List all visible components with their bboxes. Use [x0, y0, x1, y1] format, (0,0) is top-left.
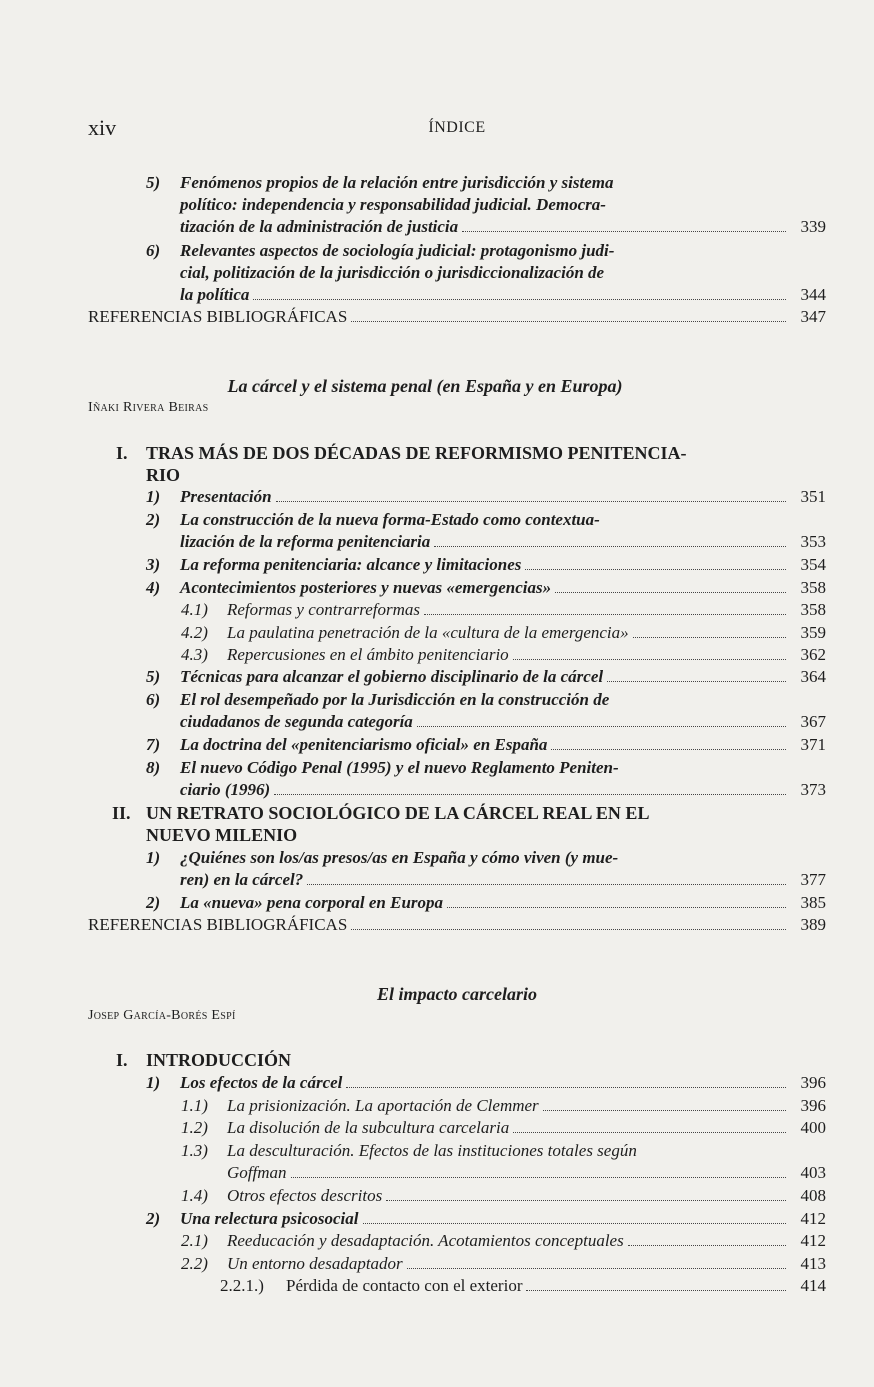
entry-number: 4)	[146, 578, 161, 597]
entry-number: 4.3)	[181, 645, 208, 664]
references-entry	[88, 306, 826, 328]
toc-entry	[146, 689, 826, 733]
leader-dots	[462, 217, 786, 232]
page-ref: 364	[800, 667, 826, 686]
entry-number: 8)	[146, 758, 161, 777]
entry-text: Acontecimientos posteriores y nuevas «emergencias»	[180, 578, 552, 597]
entry-text: ren) en la cárcel?	[180, 870, 304, 889]
entry-text: La disolución de la subcultura carcelaria	[227, 1118, 510, 1137]
toc-entry	[146, 892, 826, 914]
leader-dots	[351, 307, 786, 322]
toc-entry	[146, 666, 826, 688]
page-ref: 396	[800, 1073, 826, 1092]
page-ref: 367	[800, 712, 826, 731]
toc-subentry	[181, 644, 826, 666]
references-entry	[88, 914, 826, 936]
section-text: RIO	[146, 465, 181, 485]
leader-dots	[628, 1231, 786, 1246]
entry-number: 5)	[146, 173, 161, 192]
references-label: REFERENCIAS BIBLIOGRÁFICAS	[88, 307, 348, 326]
toc-subsubentry	[220, 1275, 826, 1297]
toc-subentry	[181, 599, 826, 621]
entry-text: político: independencia y responsabilidad judicial. Democra-	[180, 195, 606, 214]
leader-dots	[525, 555, 786, 570]
leader-dots	[633, 623, 786, 638]
entry-number: 1)	[146, 848, 161, 867]
entry-text: La reforma penitenciaria: alcance y limitaciones	[180, 555, 522, 574]
entry-number: 1)	[146, 487, 161, 506]
entry-text: Presentación	[180, 487, 272, 506]
entry-number: 1.1)	[181, 1096, 208, 1115]
page-number: xiv	[88, 115, 117, 140]
entry-text: Técnicas para alcanzar el gobierno disciplinario de la cárcel	[180, 667, 604, 686]
leader-dots	[551, 735, 786, 750]
entry-text: ciario (1996)	[180, 780, 271, 799]
page-ref: 373	[800, 780, 826, 799]
page-ref: 371	[800, 735, 826, 754]
chapter-author: Iñaki Rivera Beiras	[88, 400, 209, 415]
entry-number: 3)	[146, 555, 161, 574]
leader-dots	[526, 1276, 786, 1291]
entry-number: 1.3)	[181, 1141, 208, 1160]
entry-text: La doctrina del «penitenciarismo oficial» en España	[180, 735, 548, 754]
leader-dots	[417, 712, 786, 727]
entry-text: La prisionización. La aportación de Clemmer	[227, 1096, 539, 1115]
page-ref: 412	[800, 1231, 826, 1250]
toc-entry	[146, 509, 826, 553]
entry-text: la política	[180, 285, 250, 304]
running-head	[88, 115, 826, 139]
entry-number: 5)	[146, 667, 161, 686]
leader-dots	[351, 915, 786, 930]
page-ref: 354	[800, 555, 826, 574]
entry-text: lización de la reforma penitenciaria	[180, 532, 431, 551]
entry-text: Fenómenos propios de la relación entre jurisdicción y sistema	[180, 173, 614, 192]
page-ref: 362	[800, 645, 826, 664]
entry-number: 2)	[146, 510, 161, 529]
page-ref: 396	[800, 1096, 826, 1115]
leader-dots	[274, 780, 786, 795]
toc-entry	[146, 554, 826, 576]
section-number: II.	[112, 803, 131, 823]
leader-dots	[424, 600, 786, 615]
entry-text: Otros efectos descritos	[227, 1186, 383, 1205]
toc-entry	[146, 847, 826, 891]
references-label: REFERENCIAS BIBLIOGRÁFICAS	[88, 915, 348, 934]
page-ref: 385	[800, 893, 826, 912]
entry-number: 6)	[146, 241, 161, 260]
entry-text: cial, politización de la jurisdicción o jurisdiccionalización de	[180, 263, 605, 282]
entry-number: 4.1)	[181, 600, 208, 619]
page-ref: 358	[800, 578, 826, 597]
entry-number: 1.2)	[181, 1118, 208, 1137]
toc-subentry	[181, 1140, 826, 1184]
toc-entry	[146, 757, 826, 801]
toc-subentry	[181, 1185, 826, 1207]
section-text: UN RETRATO SOCIOLÓGICO DE LA CÁRCEL REAL EN EL	[146, 803, 650, 823]
page-ref: 377	[800, 870, 826, 889]
entry-text: La construcción de la nueva forma-Estado como contextua-	[180, 510, 600, 529]
toc-subentry	[181, 1230, 826, 1252]
entry-text: La paulatina penetración de la «cultura de la emergencia»	[227, 623, 629, 642]
section-text: INTRODUCCIÓN	[146, 1050, 292, 1070]
entry-text: Relevantes aspectos de sociología judicial: protagonismo judi-	[180, 241, 615, 260]
page-ref: 351	[800, 487, 826, 506]
toc-subentry	[181, 1253, 826, 1275]
toc-subentry	[181, 1095, 826, 1117]
page-ref: 414	[800, 1276, 826, 1295]
chapter-title: El impacto carcelario	[377, 984, 537, 1004]
leader-dots	[346, 1073, 786, 1088]
entry-text: tización de la administración de justicia	[180, 217, 459, 236]
entry-number: 2)	[146, 1209, 161, 1228]
section-number: I.	[116, 443, 128, 463]
page-ref: 403	[800, 1163, 826, 1182]
entry-number: 4.2)	[181, 623, 208, 642]
toc-entry	[146, 1072, 826, 1094]
page-ref: 408	[800, 1186, 826, 1205]
leader-dots	[555, 578, 786, 593]
entry-text: Pérdida de contacto con el exterior	[286, 1276, 523, 1295]
leader-dots	[307, 870, 786, 885]
entry-number: 6)	[146, 690, 161, 709]
entry-number: 1.4)	[181, 1186, 208, 1205]
entry-text: Una relectura psicosocial	[180, 1209, 359, 1228]
entry-text: Un entorno desadaptador	[227, 1254, 403, 1273]
entry-text: El nuevo Código Penal (1995) y el nuevo Reglamento Peniten-	[180, 758, 619, 777]
page-ref: 358	[800, 600, 826, 619]
leader-dots	[253, 285, 786, 300]
section-text: TRAS MÁS DE DOS DÉCADAS DE REFORMISMO PENITENCIA-	[146, 443, 687, 463]
section-heading	[116, 1049, 826, 1071]
section-text: NUEVO MILENIO	[146, 825, 298, 845]
entry-text: La «nueva» pena corporal en Europa	[180, 893, 444, 912]
toc-subentry	[181, 622, 826, 644]
leader-dots	[543, 1096, 786, 1111]
entry-number: 2)	[146, 893, 161, 912]
entry-text: Los efectos de la cárcel	[180, 1073, 343, 1092]
running-title: ÍNDICE	[428, 119, 486, 136]
entry-number: 2.2.1.)	[220, 1276, 264, 1295]
page-ref: 413	[800, 1254, 826, 1273]
toc-subentry	[181, 1117, 826, 1139]
page-ref: 339	[800, 217, 826, 236]
toc-entry	[146, 577, 826, 599]
leader-dots	[276, 487, 786, 502]
entry-text: Reeducación y desadaptación. Acotamientos conceptuales	[227, 1231, 624, 1250]
leader-dots	[513, 645, 786, 660]
page-ref: 353	[800, 532, 826, 551]
toc-entry	[146, 1208, 826, 1230]
entry-text: ¿Quiénes son los/as presos/as en España y cómo viven (y mue-	[180, 848, 619, 867]
leader-dots	[607, 667, 786, 682]
entry-text: Goffman	[227, 1163, 287, 1182]
page-ref: 344	[800, 285, 826, 304]
entry-text: El rol desempeñado por la Jurisdicción en la construcción de	[180, 690, 610, 709]
section-number: I.	[116, 1050, 128, 1070]
entry-number: 1)	[146, 1073, 161, 1092]
leader-dots	[291, 1163, 787, 1178]
section-heading	[112, 802, 826, 846]
page-ref: 347	[800, 307, 826, 326]
page-ref: 389	[800, 915, 826, 934]
leader-dots	[386, 1186, 786, 1201]
toc-entry	[146, 240, 826, 306]
page-ref: 412	[800, 1209, 826, 1228]
leader-dots	[363, 1209, 787, 1224]
chapter-author: Josep García-Borés Espí	[88, 1008, 236, 1023]
page-ref: 400	[800, 1118, 826, 1137]
entry-text: Repercusiones en el ámbito penitenciario	[227, 645, 509, 664]
toc-entry	[146, 172, 826, 238]
entry-number: 2.2)	[181, 1254, 208, 1273]
leader-dots	[513, 1118, 786, 1133]
toc-entry	[146, 734, 826, 756]
entry-text: La desculturación. Efectos de las instituciones totales según	[227, 1141, 637, 1160]
chapter-title: La cárcel y el sistema penal (en España y en Europa)	[227, 376, 623, 396]
leader-dots	[447, 893, 786, 908]
entry-number: 2.1)	[181, 1231, 208, 1250]
page-ref: 359	[800, 623, 826, 642]
leader-dots	[407, 1254, 786, 1269]
entry-number: 7)	[146, 735, 161, 754]
section-heading	[116, 442, 826, 486]
entry-text: Reformas y contrarreformas	[227, 600, 420, 619]
leader-dots	[434, 532, 786, 547]
toc-entry	[146, 486, 826, 508]
entry-text: ciudadanos de segunda categoría	[180, 712, 413, 731]
